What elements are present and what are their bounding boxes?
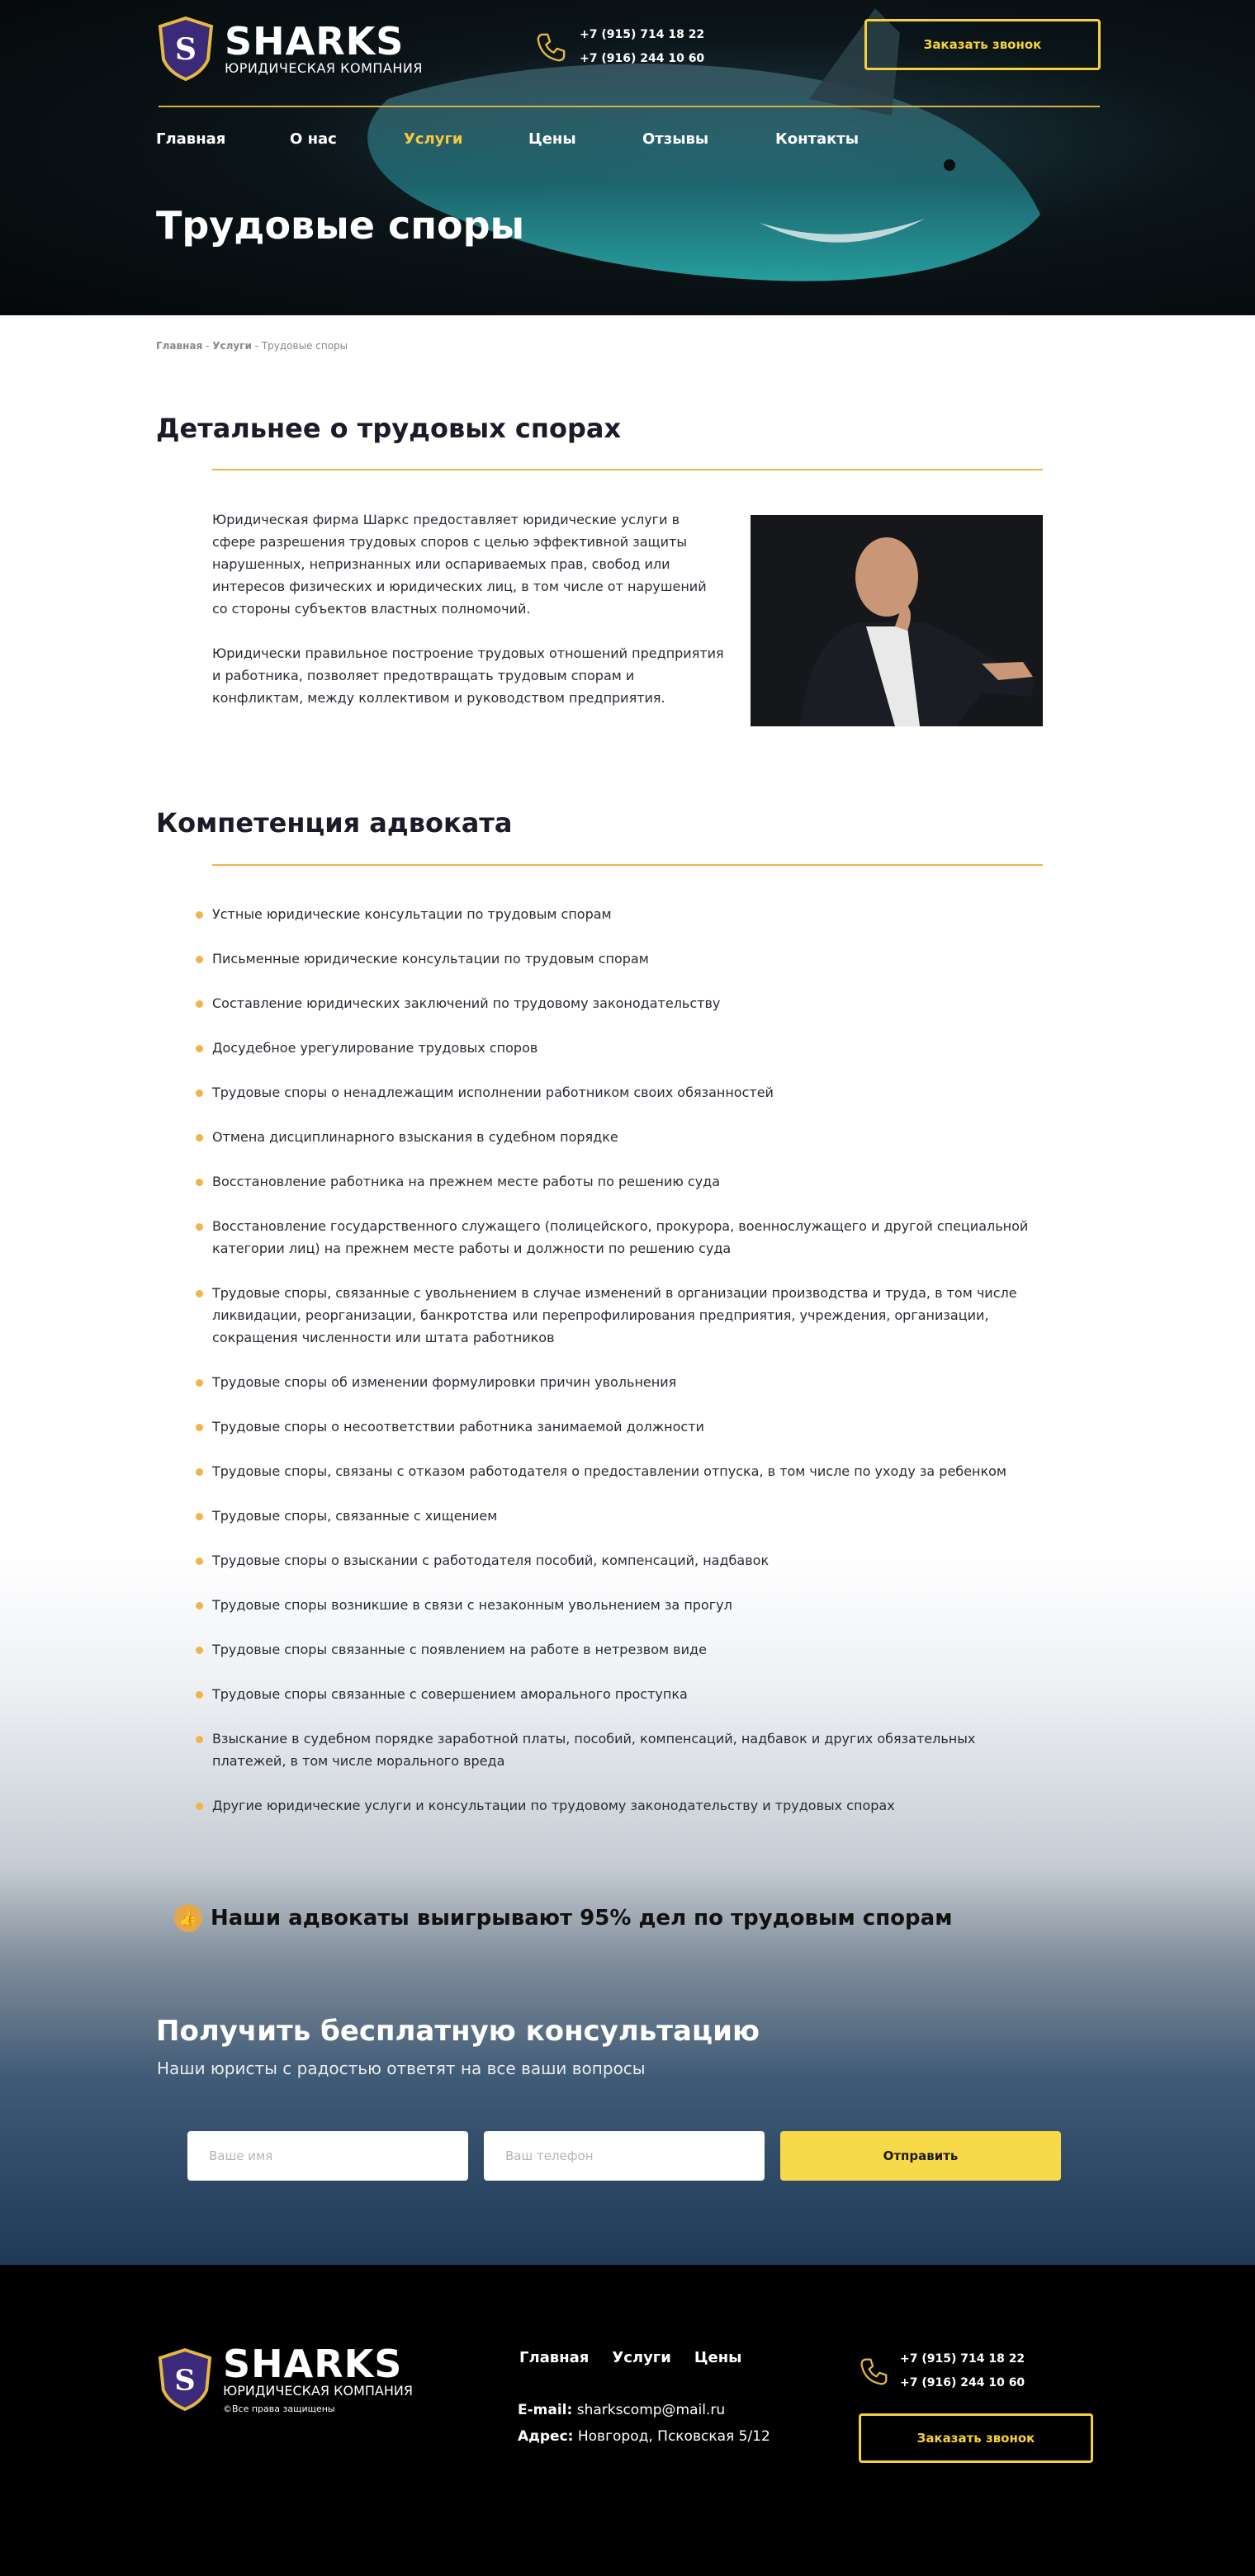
svg-text:S: S: [175, 32, 197, 67]
list-item: Восстановление работника на прежнем месте работы по решению суда: [196, 1170, 1046, 1193]
address-label: Адрес:: [518, 2428, 574, 2445]
footer-order-call-button[interactable]: Заказать звонок: [859, 2413, 1093, 2463]
footer-phone-1[interactable]: +7 (915) 714 18 22: [900, 2352, 1025, 2366]
about-title: Детальнее о трудовых спорах: [156, 413, 622, 444]
list-item: Трудовые споры связанные с совершением аморального проступка: [196, 1683, 1046, 1705]
list-item: Досудебное урегулирование трудовых споров: [196, 1037, 1046, 1059]
list-item: Отмена дисциплинарного взыскания в судебном порядке: [196, 1126, 1046, 1148]
list-item: Трудовые споры, связанные с увольнением в случае изменений в организации производства и труда, в том числе ликвидации, реорганизации, банкротства или перепрофилирования предприятия, учреждения, организации, сокращения численности или штата работников: [196, 1282, 1046, 1349]
breadcrumb: [156, 340, 348, 352]
list-item: Восстановление государственного служащего (полицейского, прокурора, военнослужащего и другой специальной категории лиц) на прежнем месте работы и должности по решению суда: [196, 1215, 1046, 1260]
consult-subtitle: Наши юристы с радостью ответят на все ваши вопросы: [157, 2058, 646, 2078]
brand-name: SHARKS: [225, 19, 405, 64]
nav-item-about[interactable]: О нас: [290, 130, 337, 148]
copyright: ©Все права защищены: [223, 2403, 335, 2414]
header-phone-2[interactable]: +7 (916) 244 10 60: [580, 52, 705, 65]
nav-item-home[interactable]: Главная: [156, 130, 226, 148]
nav-item-prices[interactable]: Цены: [528, 130, 576, 148]
list-item: Составление юридических заключений по трудовому законодательству: [196, 992, 1046, 1014]
name-input[interactable]: [187, 2131, 468, 2181]
breadcrumb-sep-1: -: [202, 340, 213, 352]
footer-nav-services[interactable]: Услуги: [612, 2349, 671, 2366]
header-logo[interactable]: [157, 17, 423, 81]
footer-nav-home[interactable]: Главная: [519, 2349, 590, 2366]
competence-list: [196, 903, 1046, 1817]
win-text: Наши адвокаты выигрывают 95% дел по трудовым спорам: [211, 1906, 953, 1931]
footer-phones: [859, 2347, 1025, 2395]
lawyer-photo-image: [751, 515, 1043, 726]
about-paragraph-1: Юридическая фирма Шаркс предоставляет юридические услуги в сфере разрешения трудовых споров с целью эффективной защиты нарушенных, непризнанных или оспариваемых прав, свобод или интересов физических и юридических лиц, в том числе от нарушений со стороны субъектов властных полномочий.: [212, 512, 707, 617]
header-phones: [535, 23, 704, 71]
breadcrumb-sep-2: -: [251, 340, 262, 352]
svg-text:S: S: [174, 2363, 196, 2398]
header-phone-1[interactable]: +7 (915) 714 18 22: [580, 28, 705, 41]
list-item: Трудовые споры об изменении формулировки причин увольнения: [196, 1371, 1046, 1393]
lawyer-photo: [751, 515, 1043, 726]
footer-brand-name: SHARKS: [223, 2342, 403, 2386]
nav-item-reviews[interactable]: Отзывы: [642, 130, 709, 148]
breadcrumb-services[interactable]: Услуги: [212, 340, 252, 352]
phone-input[interactable]: [484, 2131, 765, 2181]
list-item: Трудовые споры возникшие в связи с незаконным увольнением за прогул: [196, 1594, 1046, 1616]
list-item: Трудовые споры о взыскании с работодателя пособий, компенсаций, надбавок: [196, 1549, 1046, 1572]
page-title: Трудовые споры: [156, 203, 525, 248]
email-value[interactable]: sharkscomp@mail.ru: [572, 2402, 726, 2418]
hero-header: [0, 0, 1255, 315]
list-item: Трудовые споры о несоответствии работника занимаемой должности: [196, 1416, 1046, 1438]
list-item: Письменные юридические консультации по трудовым спорам: [196, 948, 1046, 970]
consult-title: Получить бесплатную консультацию: [156, 2015, 760, 2048]
breadcrumb-current: Трудовые споры: [261, 340, 348, 352]
list-item: Взыскание в судебном порядке заработной платы, пособий, компенсаций, надбавок и других обязательных платежей, в том числе морального вреда: [196, 1728, 1046, 1772]
competence-title: Компетенция адвоката: [156, 807, 513, 839]
nav-item-services[interactable]: Услуги: [404, 130, 463, 148]
competence-divider: [212, 864, 1043, 866]
footer: [0, 2265, 1255, 2576]
win-banner: [174, 1904, 952, 1932]
footer-nav-prices[interactable]: Цены: [694, 2349, 742, 2366]
nav-item-contacts[interactable]: Контакты: [775, 130, 860, 148]
email-label: E-mail:: [518, 2402, 573, 2418]
list-item: Трудовые споры о ненадлежащим исполнении работником своих обязанностей: [196, 1081, 1046, 1104]
shield-logo-icon: [157, 17, 215, 81]
shield-logo-icon: [157, 2348, 213, 2411]
list-item: Трудовые споры связанные с появлением на работе в нетрезвом виде: [196, 1638, 1046, 1661]
footer-logo[interactable]: [157, 2344, 413, 2414]
about-divider: [212, 469, 1043, 470]
footer-nav: [519, 2349, 765, 2366]
submit-button[interactable]: Отправить: [780, 2131, 1061, 2181]
list-item: Трудовые споры, связанные с хищением: [196, 1505, 1046, 1527]
footer-phone-2[interactable]: +7 (916) 244 10 60: [900, 2376, 1025, 2389]
thumbs-up-icon: 👍: [174, 1904, 202, 1932]
footer-contacts: [518, 2397, 770, 2450]
order-call-button[interactable]: Заказать звонок: [864, 19, 1101, 70]
list-item: Трудовые споры, связаны с отказом работодателя о предоставлении отпуска, в том числе по уходу за ребенком: [196, 1460, 1046, 1482]
main-nav: [156, 130, 874, 148]
list-item: Устные юридические консультации по трудовым спорам: [196, 903, 1046, 925]
breadcrumb-home[interactable]: Главная: [156, 340, 203, 352]
header-divider: [159, 106, 1100, 107]
brand-subtitle: ЮРИДИЧЕСКАЯ КОМПАНИЯ: [225, 60, 423, 76]
phone-icon: [859, 2356, 888, 2386]
footer-brand-subtitle: ЮРИДИЧЕСКАЯ КОМПАНИЯ: [223, 2383, 413, 2399]
address-value: Новгород, Псковская 5/12: [573, 2428, 770, 2445]
phone-icon: [535, 31, 566, 63]
about-paragraph-2: Юридически правильное построение трудовых отношений предприятия и работника, позволяет предотвращать трудовым спорам и конфликтам, между коллективом и руководством предприятия.: [212, 645, 724, 706]
list-item: Другие юридические услуги и консультации по трудовому законодательству и трудовых спорах: [196, 1794, 1046, 1817]
